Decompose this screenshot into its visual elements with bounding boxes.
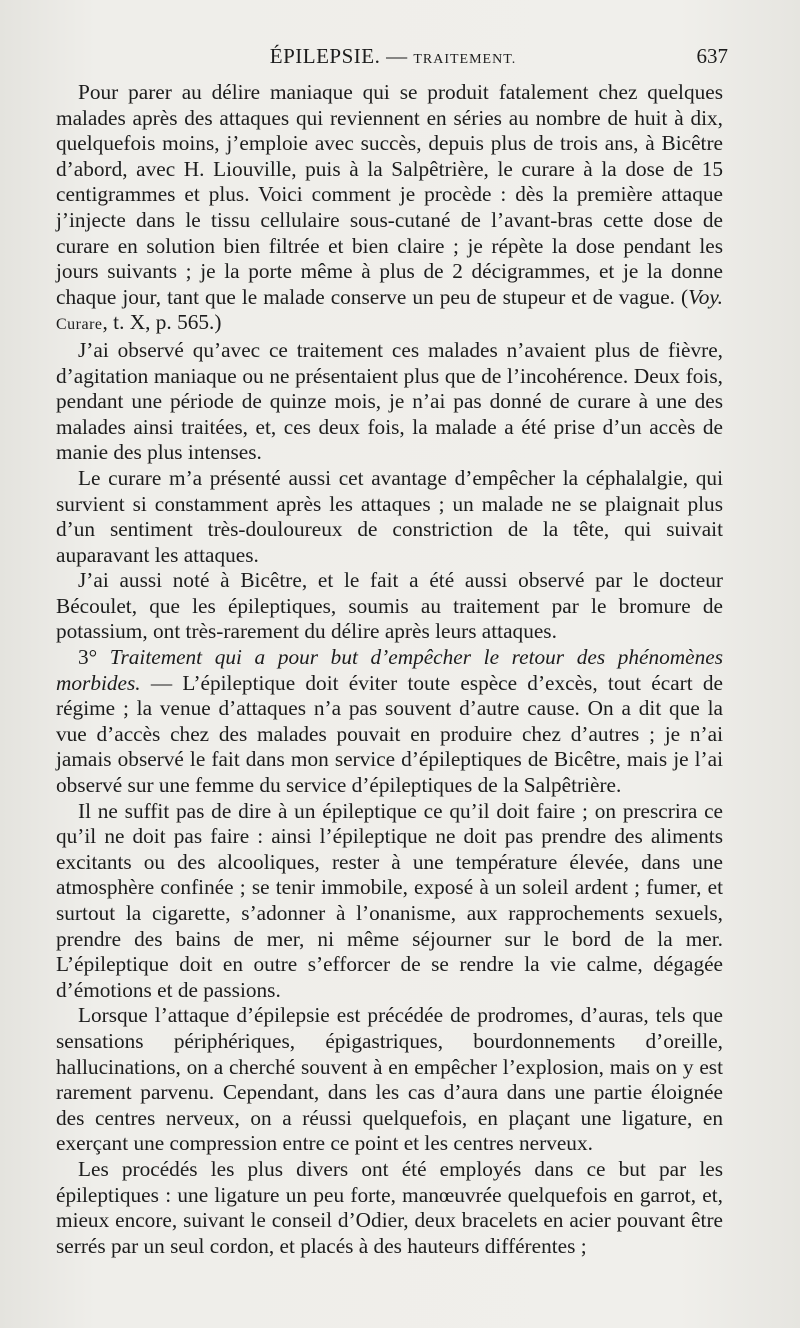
paragraph-4: J’ai aussi noté à Bicêtre, et le fait a été aussi observé par le docteur Bécoulet, que les épileptiques, soumis au traitement par le bromure de potassium, ont très-rarement du délire après leurs attaques.: [56, 568, 723, 644]
section-heading: Traitement qui a pour but d’empêcher le retour des phénomènes morbides.: [56, 645, 723, 695]
paragraph-8: Les procédés les plus divers ont été employés dans ce but par les épileptiques : une ligature un peu forte, manœuvrée quelquefois en garrot, et, mieux encore, suivant le conseil d’Odier, deux bracelets en acier pouvant être serrés par un seul cordon, et placés à des hauteurs différentes ;: [56, 1156, 723, 1258]
running-head: [58, 44, 728, 69]
reference-voy: Voy.: [688, 284, 723, 309]
page-header: [58, 44, 728, 74]
page-number: 637: [696, 44, 728, 68]
body-text: [56, 80, 723, 1259]
running-head-title: ÉPILEPSIE.: [269, 44, 381, 68]
reference-curare: Curare: [56, 316, 103, 334]
paragraph-7: Lorsque l’attaque d’épilepsie est précédée de prodromes, d’auras, tels que sensations périphériques, épigastriques, bourdonnements d’oreille, hallucinations, on a cherché souvent à en empêcher l’explosion, mais on y est rarement parvenu. Cependant, dans les cas d’aura dans une partie éloignée des centres nerveux, on a réussi quelquefois, en plaçant une ligature, en exerçant une compression entre ce point et les centres nerveux.: [56, 1003, 723, 1156]
section-number: 3°: [78, 645, 98, 670]
running-head-section: TRAITEMENT.: [413, 52, 517, 67]
running-head-separator: —: [386, 44, 408, 68]
paragraph-6: Il ne suffit pas de dire à un épileptique ce qu’il doit faire ; on prescrira ce qu’il ne doit pas faire : ainsi l’épileptique ne doit pas prendre des aliments excitants ou des alcooliques, rester à une température élevée, dans une atmosphère confinée ; se tenir immobile, exposé à un soleil ardent ; fumer, et surtout la cigarette, s’adonner à l’onanisme, aux rapprochements sexuels, prendre des bains de mer, ni même séjourner sur le bord de la mer. L’épileptique doit en outre s’efforcer de se rendre la vie calme, dégagée d’émotions et de passions.: [56, 798, 723, 1002]
paragraph-5: 3° Traitement qui a pour but d’empêcher le retour des phénomènes morbides. — L’épileptique doit éviter toute espèce d’excès, tout écart de régime ; la venue d’attaques n’a pas souvent d’autre cause. On a dit que la vue d’accès chez des malades pouvait en produire chez d’autres ; je n’ai jamais observé le fait dans mon service d’épileptiques de Bicêtre, mais je l’ai observé sur une femme du service d’épileptiques de la Salpêtrière.: [56, 645, 723, 798]
paragraph-1: Pour parer au délire maniaque qui se produit fatalement chez quelques malades après des attaques qui reviennent en séries au nombre de huit à dix, quelquefois moins, j’emploie avec succès, depuis plus de trois ans, à Bicêtre d’abord, avec H. Liouville, puis à la Salpêtrière, le curare à la dose de 15 centigrammes et plus. Voici comment je procède : dès la première attaque j’injecte dans le tissu cellulaire sous-cutané de l’avant-bras cette dose de curare en solution bien filtrée et bien claire ; je répète la dose pendant les jours suivants ; je la porte même à plus de 2 décigrammes, et je la donne chaque jour, tant que le malade conserve un peu de stupeur et de vague. (Voy. Curare, t. X, p. 565.): [56, 80, 723, 335]
paragraph-3: Le curare m’a présenté aussi cet avantage d’empêcher la céphalalgie, qui survient si constamment après les attaques ; un malade ne se plaignait plus d’un sentiment très-douloureux de constriction de la tête, qui suivait auparavant les attaques.: [56, 465, 723, 567]
paragraph-2: J’ai observé qu’avec ce traitement ces malades n’avaient plus de fièvre, d’agitation maniaque ou ne présentaient plus que de l’incohérence. Deux fois, pendant une période de quinze mois, je n’ai pas donné de curare à une des malades ainsi traitées, et, ces deux fois, la malade a été prise d’un accès de manie des plus intenses.: [56, 337, 723, 465]
